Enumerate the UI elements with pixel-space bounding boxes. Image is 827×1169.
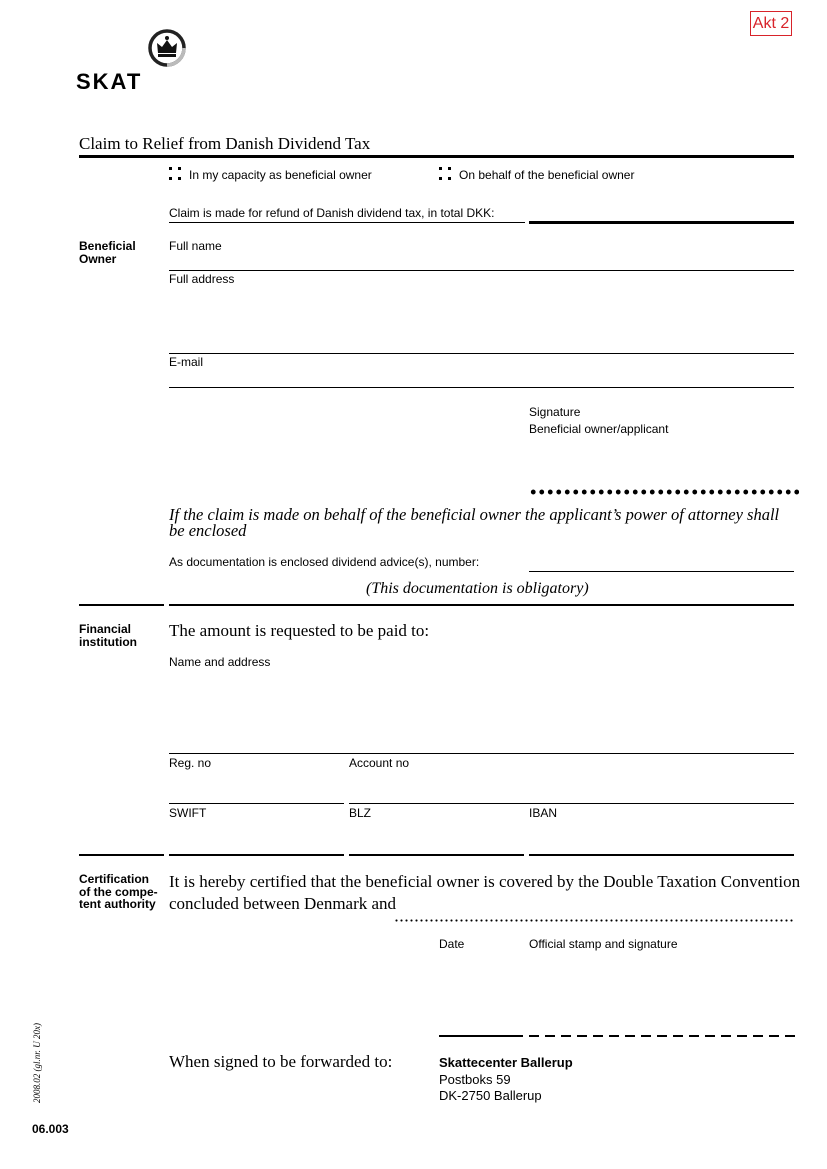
blz-field[interactable] <box>349 854 524 856</box>
documentation-label: As documentation is enclosed dividend advice(s), number: <box>169 555 480 569</box>
attorney-note: If the claim is made on behalf of the beneficial owner the applicant’s power of attorney shall be enclosed <box>169 505 780 540</box>
side-code: 2008.02 (gl.nr. U 20x) <box>32 1023 42 1103</box>
forward-recipient-city: DK-2750 Ballerup <box>439 1088 542 1103</box>
date-label: Date <box>439 937 465 951</box>
convention-country-field[interactable] <box>394 919 794 922</box>
email-field[interactable] <box>169 387 794 388</box>
iban-label: IBAN <box>529 806 558 820</box>
form-title: Claim to Relief from Danish Dividend Tax <box>79 134 371 153</box>
forward-recipient-box: Postboks 59 <box>439 1072 511 1087</box>
forward-recipient-name: Skattecenter Ballerup <box>439 1055 573 1070</box>
swift-field[interactable] <box>169 854 344 856</box>
reg-no-label: Reg. no <box>169 756 212 770</box>
section-divider-right <box>169 604 794 606</box>
certification-text-line2: concluded between Denmark and <box>169 894 397 913</box>
financial-section-label: Financial institution <box>79 622 137 649</box>
blz-label: BLZ <box>349 806 372 820</box>
full-name-field[interactable] <box>169 270 794 271</box>
skat-wordmark: SKAT <box>76 69 143 94</box>
obligatory-note: (This documentation is obligatory) <box>366 580 589 597</box>
signature-sublabel: Beneficial owner/applicant <box>529 422 669 436</box>
akt-badge: Akt 2 <box>750 11 792 36</box>
signature-label: Signature <box>529 405 581 419</box>
section-divider-left <box>79 604 164 606</box>
refund-claim-underline <box>169 222 525 223</box>
date-field[interactable] <box>439 1035 523 1037</box>
refund-claim-label: Claim is made for refund of Danish dividend tax, in total DKK: <box>169 206 495 220</box>
name-address-label: Name and address <box>169 655 271 669</box>
email-label: E-mail <box>169 355 204 369</box>
stamp-signature-field[interactable] <box>529 1035 795 1037</box>
option-on-behalf-checkbox[interactable] <box>439 167 451 180</box>
option-beneficial-owner-label: In my capacity as beneficial owner <box>189 168 372 182</box>
crown-icon <box>148 27 192 71</box>
full-address-label: Full address <box>169 272 235 286</box>
beneficial-owner-section-label: Beneficial Owner <box>79 239 136 266</box>
certification-text-line1: It is hereby certified that the beneficial owner is covered by the Double Taxation Convention <box>169 872 801 891</box>
iban-field[interactable] <box>529 854 794 856</box>
swift-label: SWIFT <box>169 806 207 820</box>
option-on-behalf-label: On behalf of the beneficial owner <box>459 168 635 182</box>
documentation-number-field[interactable] <box>529 571 794 572</box>
financial-divider-left <box>79 854 164 856</box>
signature-field[interactable] <box>529 489 799 495</box>
option-beneficial-owner-checkbox[interactable] <box>169 167 181 180</box>
financial-heading: The amount is requested to be paid to: <box>169 621 430 640</box>
refund-amount-field[interactable] <box>529 221 794 224</box>
reg-no-field[interactable] <box>169 803 344 804</box>
full-name-label: Full name <box>169 239 222 253</box>
stamp-label: Official stamp and signature <box>529 937 678 951</box>
skat-logo <box>76 27 176 94</box>
full-address-field[interactable] <box>169 353 794 354</box>
account-no-field[interactable] <box>349 803 794 804</box>
certification-section-label: Certification of the compe- tent authority <box>79 872 158 911</box>
name-address-field[interactable] <box>169 753 794 754</box>
title-rule <box>79 155 794 158</box>
form-number: 06.003 <box>32 1122 69 1136</box>
forward-label: When signed to be forwarded to: <box>169 1052 393 1071</box>
account-no-label: Account no <box>349 756 410 770</box>
